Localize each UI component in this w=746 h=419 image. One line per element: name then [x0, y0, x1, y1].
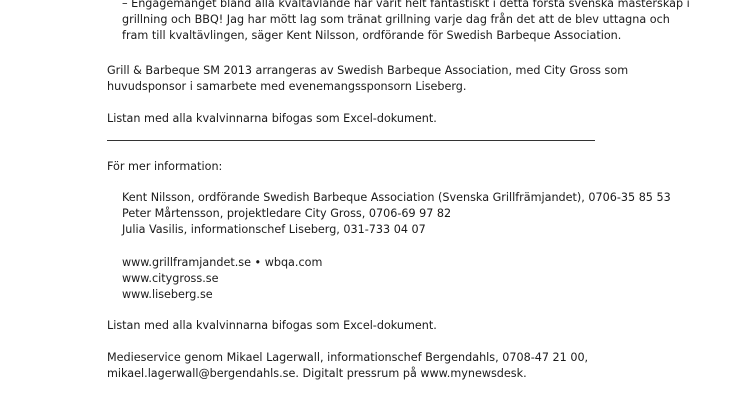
website-link[interactable]: www.citygross.se: [122, 272, 219, 285]
website-link[interactable]: www.grillframjandet.se • wbqa.com: [122, 256, 323, 269]
website-link[interactable]: www.liseberg.se: [122, 288, 213, 301]
organizer-line: huvudsponsor i samarbete med evenemangssponsorn Liseberg.: [107, 80, 467, 93]
contact-line: Julia Vasilis, informationschef Liseberg, 031-733 04 07: [122, 223, 426, 236]
quote-line: – Engagemanget bland alla kvaltävlande har varit helt fantastiskt i detta första svenska mästerskap i: [122, 0, 690, 10]
contacts-list: [122, 190, 671, 238]
websites-list: [122, 255, 322, 303]
organizer-paragraph: [107, 63, 628, 95]
organizer-line: Grill & Barbeque SM 2013 arrangeras av Swedish Barbeque Association, med City Gross som: [107, 64, 629, 77]
section-divider: [107, 140, 595, 141]
media-service-line: Medieservice genom Mikael Lagerwall, informationschef Bergendahls, 0708-47 21 00,: [107, 351, 589, 364]
more-info-heading: För mer information:: [107, 160, 223, 173]
attachment-note-bottom: Listan med alla kvalvinnarna bifogas som Excel-dokument.: [107, 319, 437, 332]
contact-line: Kent Nilsson, ordförande Swedish Barbeque Association (Svenska Grillfrämjandet), 0706-35 85 53: [122, 191, 671, 204]
quote-paragraph: [122, 0, 690, 44]
attachment-note-top: Listan med alla kvalvinnarna bifogas som Excel-dokument.: [107, 112, 437, 125]
quote-line: grillning och BBQ! Jag har mött lag som tränat grillning varje dag från det att de blev uttagna och: [122, 13, 670, 26]
quote-line: fram till kvaltävlingen, säger Kent Nilsson, ordförande för Swedish Barbeque Association.: [122, 29, 622, 42]
media-service-paragraph: [107, 350, 588, 382]
contact-line: Peter Mårtensson, projektledare City Gross, 0706-69 97 82: [122, 207, 452, 220]
media-service-line: mikael.lagerwall@bergendahls.se. Digitalt pressrum på www.mynewsdesk.: [107, 367, 527, 380]
